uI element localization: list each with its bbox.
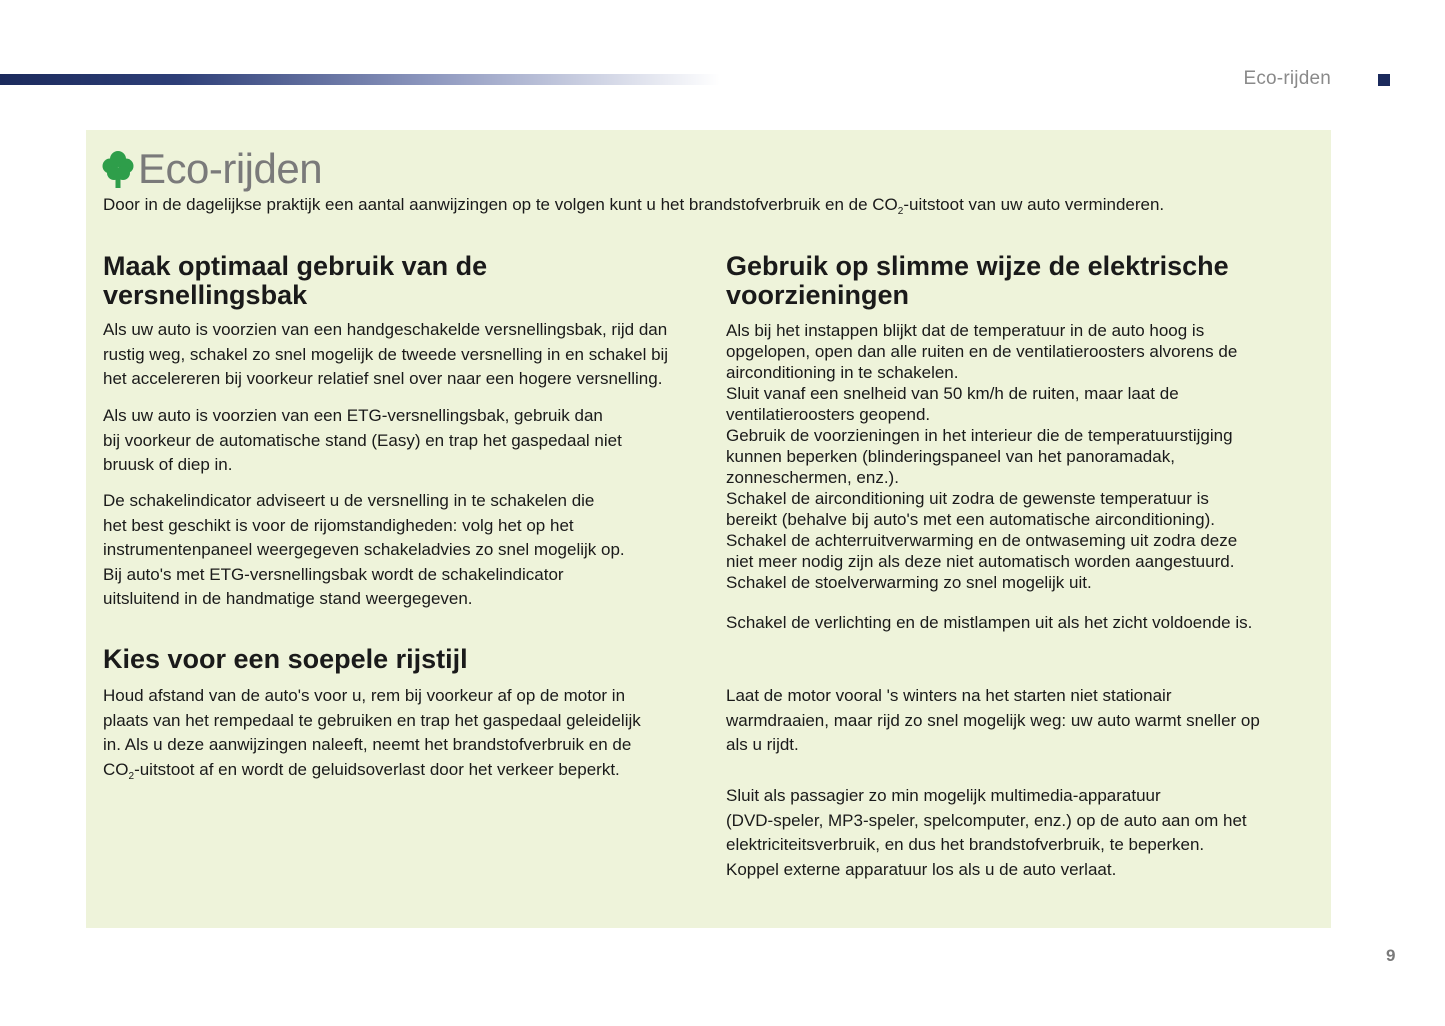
para-line: elektriciteitsverbruik, en dus het brandstofverbruik, te beperken. bbox=[726, 835, 1205, 854]
para-line: Houd afstand van de auto's voor u, rem bij voorkeur af op de motor in bbox=[103, 686, 626, 705]
para-line: Bij auto's met ETG-versnellingsbak wordt de schakelindicator bbox=[103, 564, 564, 584]
tree-icon bbox=[102, 149, 134, 189]
para-line: kunnen beperken (blinderingspaneel van het panoramadak, bbox=[726, 447, 1175, 466]
para-line: plaats van het rempedaal te gebruiken en trap het gaspedaal geleidelijk bbox=[103, 710, 641, 730]
para-line: bereikt (behalve bij auto's met een automatische airconditioning). bbox=[726, 510, 1215, 529]
para-line: Sluit vanaf een snelheid van 50 km/h de ruiten, maar laat de bbox=[726, 384, 1179, 403]
para-line: Schakel de achterruitverwarming en de ontwaseming uit zodra deze bbox=[726, 531, 1238, 550]
para-line: warmdraaien, maar rijd zo snel mogelijk weg: uw auto warmt sneller op bbox=[726, 710, 1260, 730]
para-line: bij voorkeur de automatische stand (Easy) en trap het gaspedaal niet bbox=[103, 430, 622, 450]
left-heading-style-text: Kies voor een soepele rijstijl bbox=[103, 644, 468, 674]
right-para-engine bbox=[726, 684, 1321, 758]
para-line bbox=[103, 758, 698, 783]
title-row bbox=[102, 146, 322, 192]
para-line: Als uw auto is voorzien van een handgeschakelde versnellingsbak, rijd dan bbox=[103, 320, 668, 339]
page-title: Eco-rijden bbox=[138, 145, 323, 192]
para-line: Schakel de airconditioning uit zodra de gewenste temperatuur is bbox=[726, 489, 1209, 508]
para-line: zonneschermen, enz.). bbox=[726, 468, 899, 487]
para-line: bruusk of diep in. bbox=[103, 455, 233, 474]
para-line: De schakelindicator adviseert u de versnelling in te schakelen die bbox=[103, 491, 595, 510]
para-line: niet meer nodig zijn als deze niet automatisch worden aangestuurd. bbox=[726, 552, 1235, 571]
para-line: (DVD-speler, MP3-speler, spelcomputer, enz.) op de auto aan om het bbox=[726, 810, 1247, 830]
para-line: als u rijdt. bbox=[726, 735, 799, 754]
para-line: ventilatieroosters geopend. bbox=[726, 405, 931, 424]
left-para-etg bbox=[103, 404, 698, 478]
section-label: Eco-rijden bbox=[1243, 68, 1331, 89]
intro-after: -uitstoot van uw auto verminderen. bbox=[903, 195, 1165, 214]
para-line: Sluit als passagier zo min mogelijk multimedia-apparatuur bbox=[726, 786, 1161, 805]
para-line-rest: -uitstoot af en wordt de geluidsoverlast door het verkeer beperkt. bbox=[134, 759, 620, 779]
right-para-electric bbox=[726, 320, 1321, 593]
left-heading-style bbox=[103, 645, 698, 674]
left-heading-line2: versnellingsbak bbox=[103, 280, 308, 310]
para-line: airconditioning in te schakelen. bbox=[726, 363, 959, 382]
left-para-manual bbox=[103, 318, 698, 392]
para-line: opgelopen, open dan alle ruiten en de ventilatieroosters alvorens de bbox=[726, 342, 1238, 361]
header-square-marker bbox=[1378, 74, 1390, 86]
para-line: in. Als u deze aanwijzingen naleeft, neemt het brandstofverbruik en de bbox=[103, 735, 632, 754]
para-line: Laat de motor vooral 's winters na het starten niet stationair bbox=[726, 686, 1172, 705]
left-para-driving bbox=[103, 684, 698, 782]
para-line: uitsluitend in de handmatige stand weergegeven. bbox=[103, 589, 473, 608]
para-line: het best geschikt is voor de rijomstandigheden: volg het op het bbox=[103, 515, 574, 535]
right-heading-line2: voorzieningen bbox=[726, 280, 910, 310]
header-gradient-bar bbox=[0, 74, 720, 85]
intro-sub: 2 bbox=[897, 206, 904, 217]
para-line: instrumentenpaneel weergegeven schakeladvies zo snel mogelijk op. bbox=[103, 540, 625, 559]
intro-before: Door in de dagelijkse praktijk een aantal aanwijzingen op te volgen kunt u het brandstofverbruik en de CO bbox=[103, 195, 898, 214]
right-para-lights bbox=[726, 612, 1321, 633]
para-line: het accelereren bij voorkeur relatief snel over naar een hogere versnelling. bbox=[103, 369, 663, 388]
left-para-indicator bbox=[103, 489, 698, 612]
intro-text bbox=[103, 194, 1164, 216]
right-heading-line1: Gebruik op slimme wijze de elektrische bbox=[726, 251, 1229, 281]
para-line: Als bij het instappen blijkt dat de temperatuur in de auto hoog is bbox=[726, 321, 1205, 340]
page-number: 9 bbox=[1386, 946, 1396, 965]
right-para-media bbox=[726, 784, 1321, 882]
right-heading-electric bbox=[726, 252, 1321, 310]
co2-sub: 2 bbox=[128, 770, 135, 782]
para-line: Schakel de stoelverwarming zo snel mogelijk uit. bbox=[726, 573, 1092, 592]
para-line: Koppel externe apparatuur los als u de auto verlaat. bbox=[726, 859, 1117, 879]
left-heading-gearbox bbox=[103, 252, 698, 310]
para-line: Schakel de verlichting en de mistlampen uit als het zicht voldoende is. bbox=[726, 613, 1253, 632]
para-line: rustig weg, schakel zo snel mogelijk de tweede versnelling in en schakel bij bbox=[103, 344, 669, 364]
para-line: Gebruik de voorzieningen in het interieur die de temperatuurstijging bbox=[726, 426, 1233, 445]
para-line: Als uw auto is voorzien van een ETG-versnellingsbak, gebruik dan bbox=[103, 406, 603, 425]
co2-text: CO bbox=[103, 759, 129, 779]
left-heading-line1: Maak optimaal gebruik van de bbox=[103, 251, 488, 281]
